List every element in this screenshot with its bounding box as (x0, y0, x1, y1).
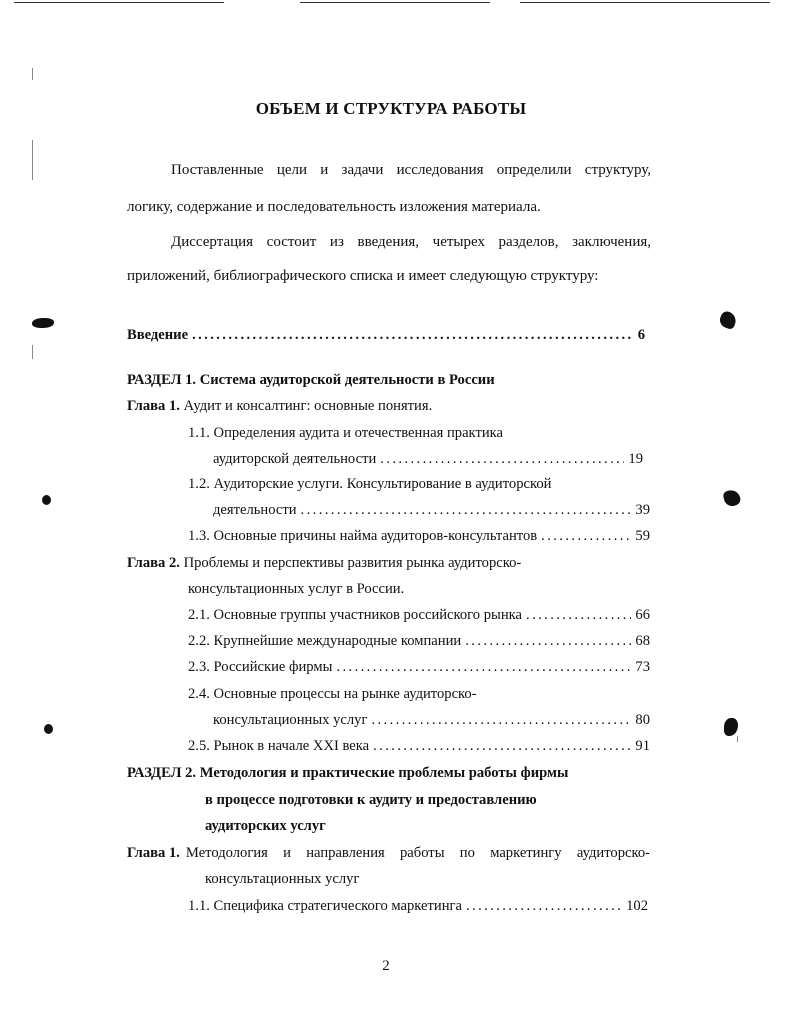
toc-item-2-4-line-1: 2.4. Основные процессы на рынке аудиторско- (188, 686, 477, 702)
toc-chapter-2-line-2: консультационных услуг в России. (188, 581, 405, 597)
toc-item-3-1-page: 102 (626, 898, 648, 914)
toc-item-2-3-page: 73 (635, 659, 650, 675)
toc-chapter-3-title: Методология и направления работы по маркетингу аудиторско- (185, 845, 650, 861)
toc-leader-dots (380, 451, 624, 468)
scan-rule-top-left (14, 2, 224, 3)
toc-leader-dots (526, 607, 631, 624)
toc-intro-page: 6 (637, 327, 645, 343)
toc-leader-dots (466, 898, 622, 915)
toc-chapter-3-prefix: Глава 1. (127, 845, 180, 861)
toc-chapter-2-prefix: Глава 2. (127, 555, 180, 571)
toc-item-2-1-label: 2.1. Основные группы участников российского рынка (188, 607, 523, 623)
toc-item-2-2 (188, 633, 650, 650)
paragraph-2-line-2: приложений, библиографического списка и имеет следующую структуру: (127, 268, 599, 284)
scan-smudge (724, 718, 738, 736)
paragraph-2-line-1: Диссертация состоит из введения, четырех разделов, заключения, (171, 234, 651, 250)
toc-item-2-4-page: 80 (635, 712, 650, 728)
toc-item-1-2-line-2 (213, 502, 650, 519)
toc-leader-dots (301, 502, 632, 519)
margin-tick (737, 736, 738, 742)
scan-smudge (722, 488, 742, 508)
toc-item-1-3-label: 1.3. Основные причины найма аудиторов-консультантов (188, 528, 538, 544)
page-title: ОБЪЕМ И СТРУКТУРА РАБОТЫ (255, 99, 527, 118)
toc-chapter-2-title: Проблемы и перспективы развития рынка аудиторско- (183, 555, 522, 571)
toc-section-2-line-1: РАЗДЕЛ 2. Методология и практические проблемы работы фирмы (127, 765, 569, 781)
toc-leader-dots (465, 633, 631, 650)
toc-section-2-line-2: в процессе подготовки к аудиту и предоставлению (205, 792, 537, 808)
toc-item-1-1-line-1: 1.1. Определения аудита и отечественная практика (188, 425, 503, 441)
toc-item-2-3-label: 2.3. Российские фирмы (188, 659, 333, 675)
margin-tick (32, 345, 33, 359)
toc-section-2-line-3: аудиторских услуг (205, 818, 326, 834)
toc-chapter-3-line-1 (127, 845, 650, 862)
toc-section-1: РАЗДЕЛ 1. Система аудиторской деятельности в России (127, 372, 495, 388)
scan-rule-top-middle (300, 2, 490, 3)
paragraph-1-line-1: Поставленные цели и задачи исследования определили структуру, (171, 162, 651, 178)
toc-item-2-5-label: 2.5. Рынок в начале XXI века (188, 738, 370, 754)
toc-item-2-2-label: 2.2. Крупнейшие международные компании (188, 633, 462, 649)
toc-item-2-5-page: 91 (635, 738, 650, 754)
toc-chapter-2-line-1 (127, 555, 521, 572)
toc-item-2-3 (188, 659, 650, 676)
toc-chapter-1-prefix: Глава 1. (127, 398, 180, 414)
toc-chapter-3-line-2: консультационных услуг (205, 871, 360, 887)
toc-item-2-2-page: 68 (635, 633, 650, 649)
scan-smudge (718, 310, 739, 331)
toc-item-2-5 (188, 738, 650, 755)
toc-chapter-1 (127, 398, 432, 415)
scan-smudge (44, 724, 53, 734)
toc-item-1-2-page: 39 (635, 502, 650, 518)
toc-item-1-1-page: 19 (628, 451, 643, 467)
toc-item-1-2-label: деятельности (213, 502, 297, 518)
toc-item-1-1-label: аудиторской деятельности (213, 451, 377, 467)
paragraph-1-line-2: логику, содержание и последовательность изложения материала. (127, 199, 541, 215)
scan-smudge (42, 495, 51, 505)
margin-tick (32, 68, 33, 80)
margin-tick (32, 140, 33, 180)
toc-leader-dots (541, 528, 631, 545)
toc-leader-dots (192, 327, 634, 344)
scan-rule-top-right (520, 2, 770, 3)
toc-item-1-1-line-2 (213, 451, 643, 468)
toc-item-1-2-line-1: 1.2. Аудиторские услуги. Консультирование в аудиторской (188, 476, 552, 492)
toc-leader-dots (371, 712, 631, 729)
toc-intro-label: Введение (127, 327, 189, 343)
page-number: 2 (382, 958, 390, 974)
scan-smudge (32, 318, 54, 328)
toc-item-2-1 (188, 607, 650, 624)
toc-leader-dots (373, 738, 631, 755)
toc-item-2-4-line-2 (213, 712, 650, 729)
toc-item-2-4-label: консультационных услуг (213, 712, 368, 728)
toc-leader-dots (336, 659, 631, 676)
toc-item-2-1-page: 66 (635, 607, 650, 623)
toc-item-3-1 (188, 898, 648, 915)
toc-item-1-3 (188, 528, 650, 545)
toc-chapter-1-title: Аудит и консалтинг: основные понятия. (183, 398, 433, 414)
toc-item-1-3-page: 59 (635, 528, 650, 544)
toc-entry-intro (127, 327, 645, 344)
toc-item-3-1-label: 1.1. Специфика стратегического маркетинга (188, 898, 462, 914)
